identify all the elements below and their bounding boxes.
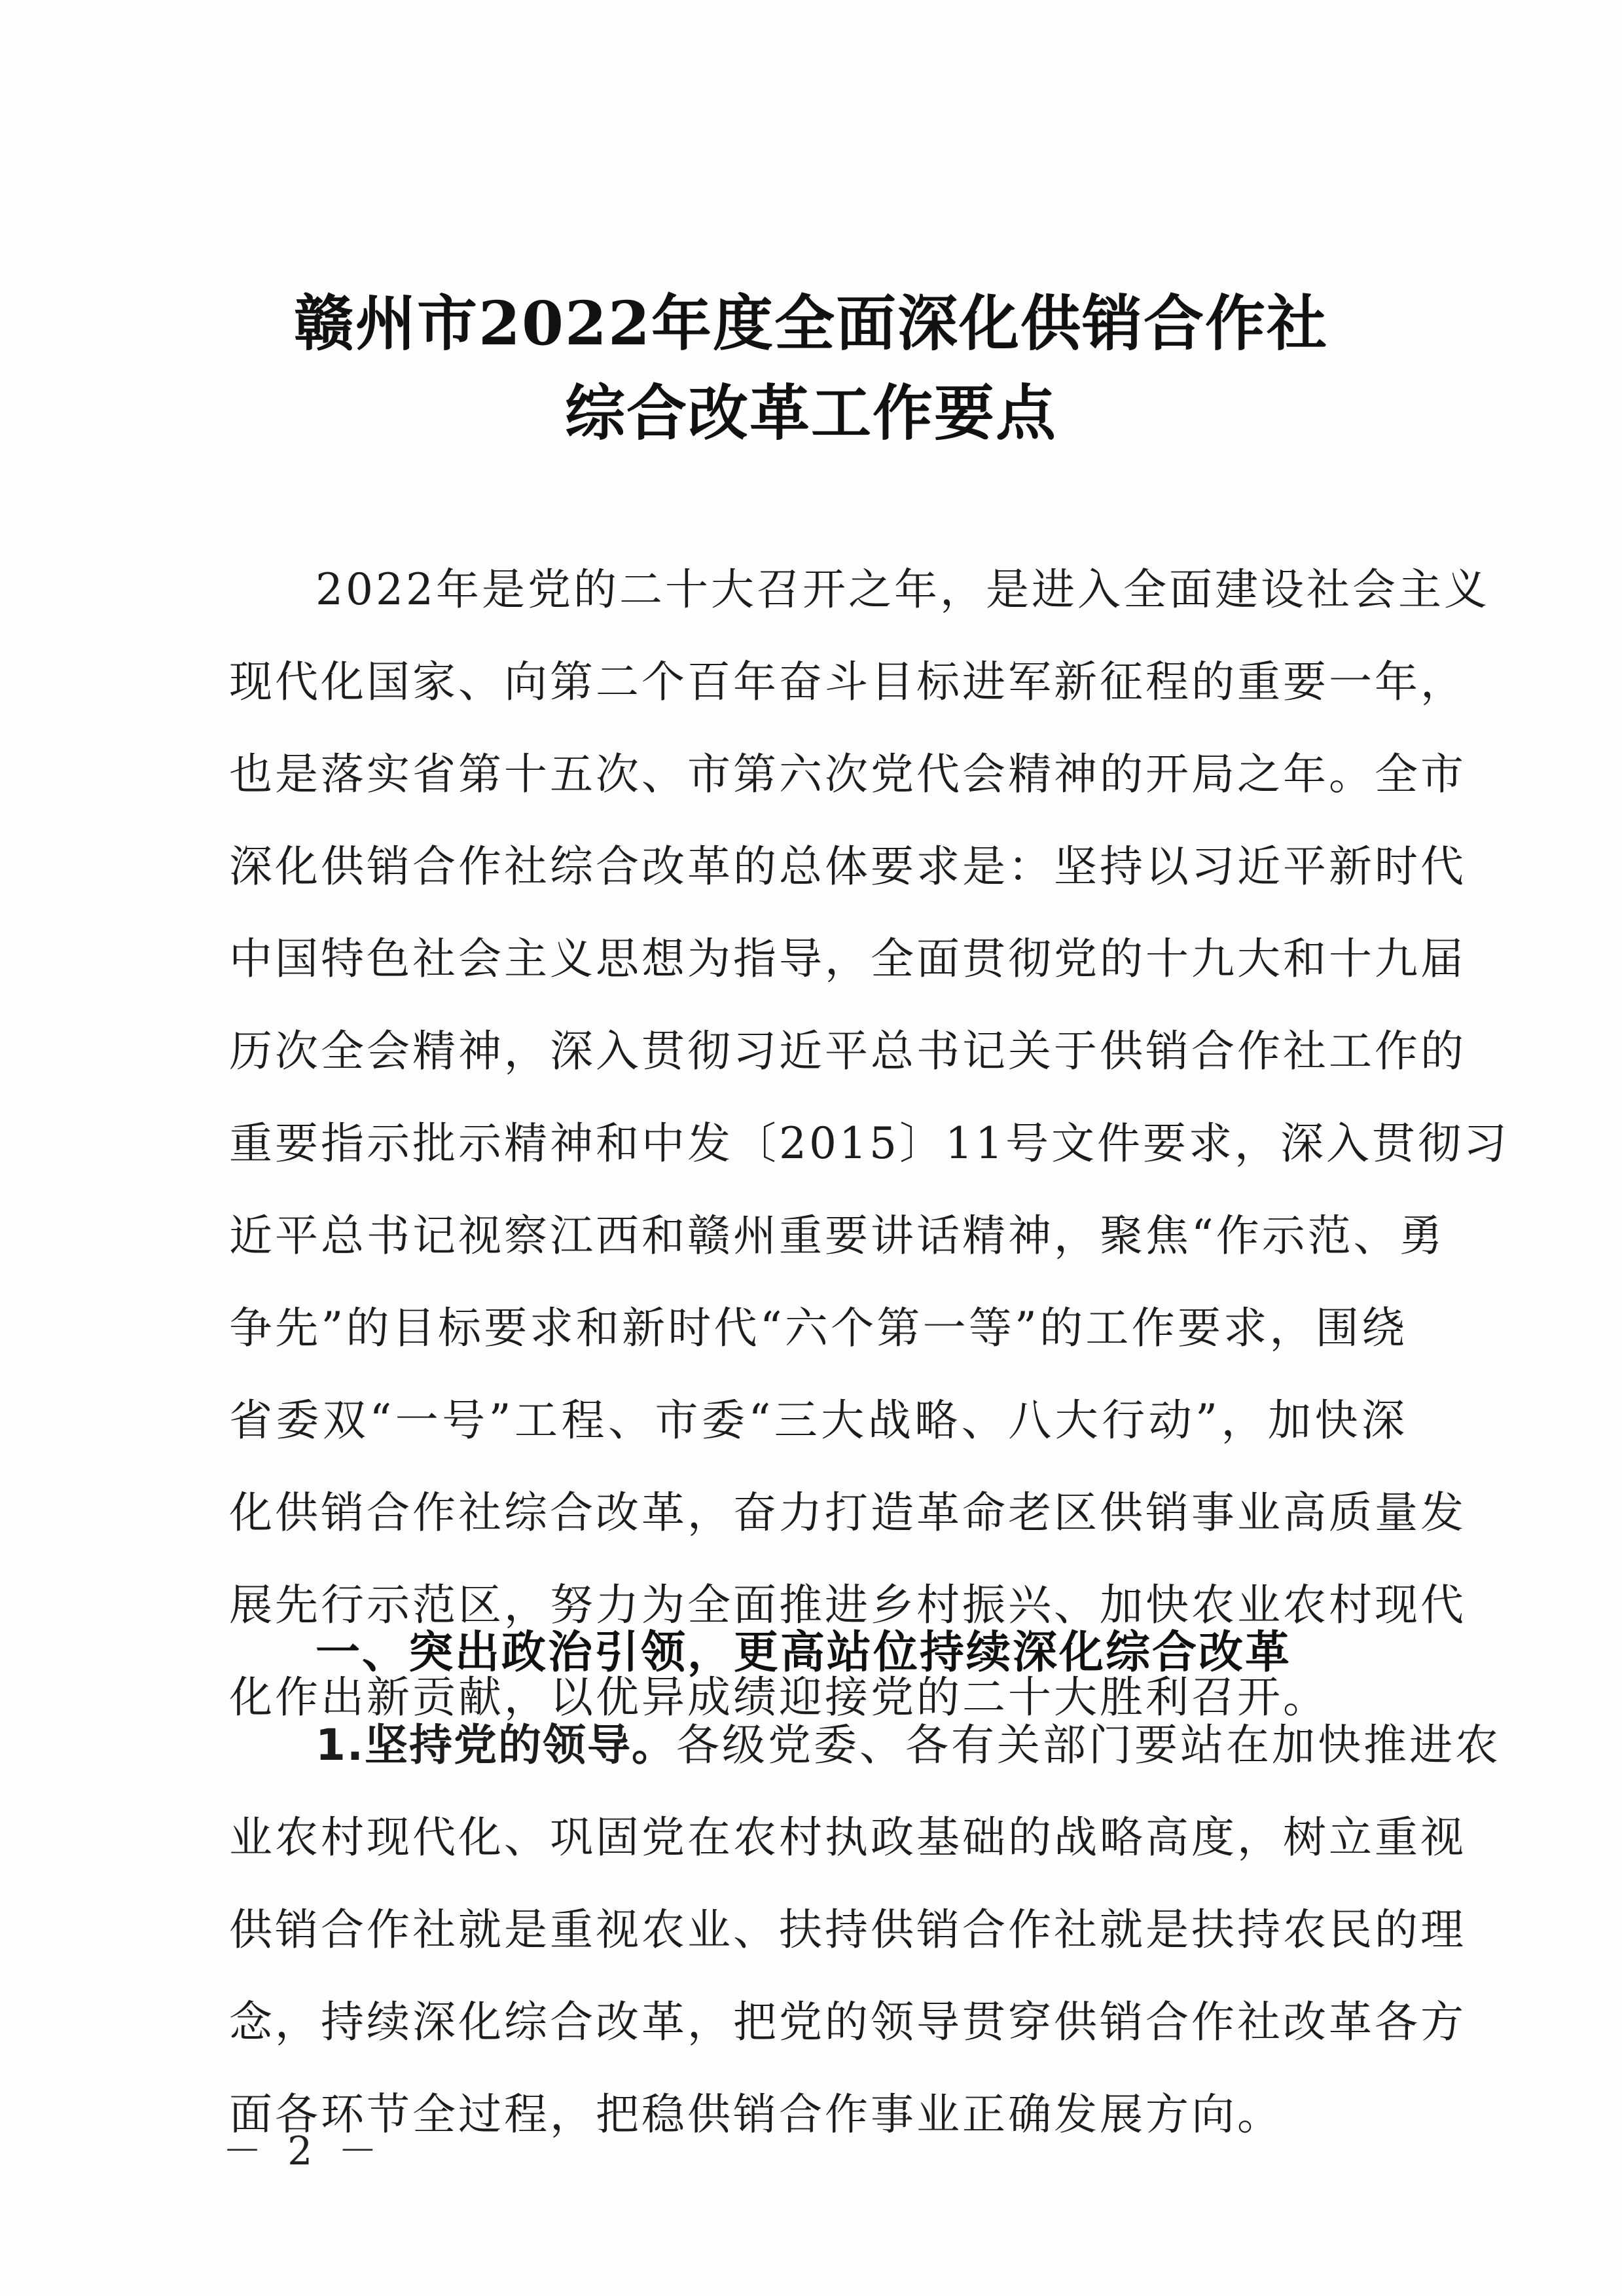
paragraph-line: 供销合作社就是重视农业、扶持供销合作社就是扶持农民的理 (229, 1904, 1466, 1955)
paragraph-line: 近平总书记视察江西和赣州重要讲话精神，聚焦“作示范、勇 (229, 1211, 1445, 1261)
paragraph-line (229, 1699, 1501, 1791)
paragraph-line: 争先”的目标要求和新时代“六个第一等”的工作要求，围绕 (229, 1303, 1407, 1353)
paragraph-line: 历次全会精神，深入贯彻习近平总书记关于供销合作社工作的 (229, 1026, 1466, 1076)
intro-paragraph (229, 543, 1509, 1743)
paragraph-line: 省委双“一号”工程、市委“三大战略、八大行动”，加快深 (229, 1395, 1407, 1446)
section-heading: 一、突出政治引领，更高站位持续深化综合改革 (315, 1627, 1292, 1679)
page-number: － 2 － (223, 2128, 384, 2174)
paragraph-line: 中国特色社会主义思想为指导，全面贯彻党的十九大和十九届 (229, 934, 1466, 984)
paragraph-line: 化供销合作社综合改革，奋力打造革命老区供销事业高质量发 (229, 1487, 1466, 1538)
paragraph-line: 面各环节全过程，把稳供销合作事业正确发展方向。 (229, 2089, 1283, 2140)
item-1-lead: 1.坚持党的领导。 (315, 1720, 676, 1770)
item-1-first-line-text: 各级党委、各有关部门要站在加快推进农 (676, 1720, 1501, 1770)
paragraph-line: 也是落实省第十五次、市第六次党代会精神的开局之年。全市 (229, 749, 1466, 799)
paragraph-line: 2022年是党的二十大召开之年，是进入全面建设社会主义 (315, 564, 1490, 615)
paragraph-line: 念，持续深化综合改革，把党的领导贯穿供销合作社改革各方 (229, 1997, 1466, 2047)
document-title-line-1: 赣州市2022年度全面深化供销合作社 (293, 288, 1329, 359)
document-title-line-2: 综合改革工作要点 (564, 378, 1057, 448)
item-1-paragraph (229, 1699, 1501, 2160)
paragraph-line: 现代化国家、向第二个百年奋斗目标进军新征程的重要一年， (229, 657, 1466, 707)
paragraph-line: 展先行示范区，努力为全面推进乡村振兴、加快农业农村现代 (229, 1580, 1466, 1630)
paragraph-line: 深化供销合作社综合改革的总体要求是：坚持以习近平新时代 (229, 841, 1466, 892)
paragraph-line: 业农村现代化、巩固党在农村执政基础的战略高度，树立重视 (229, 1812, 1466, 1863)
paragraph-line: 重要指示批示精神和中发〔2015〕11号文件要求，深入贯彻习 (229, 1118, 1509, 1169)
paragraph-line: 化作出新贡献，以优异成绩迎接党的二十大胜利召开。 (229, 1672, 1329, 1722)
